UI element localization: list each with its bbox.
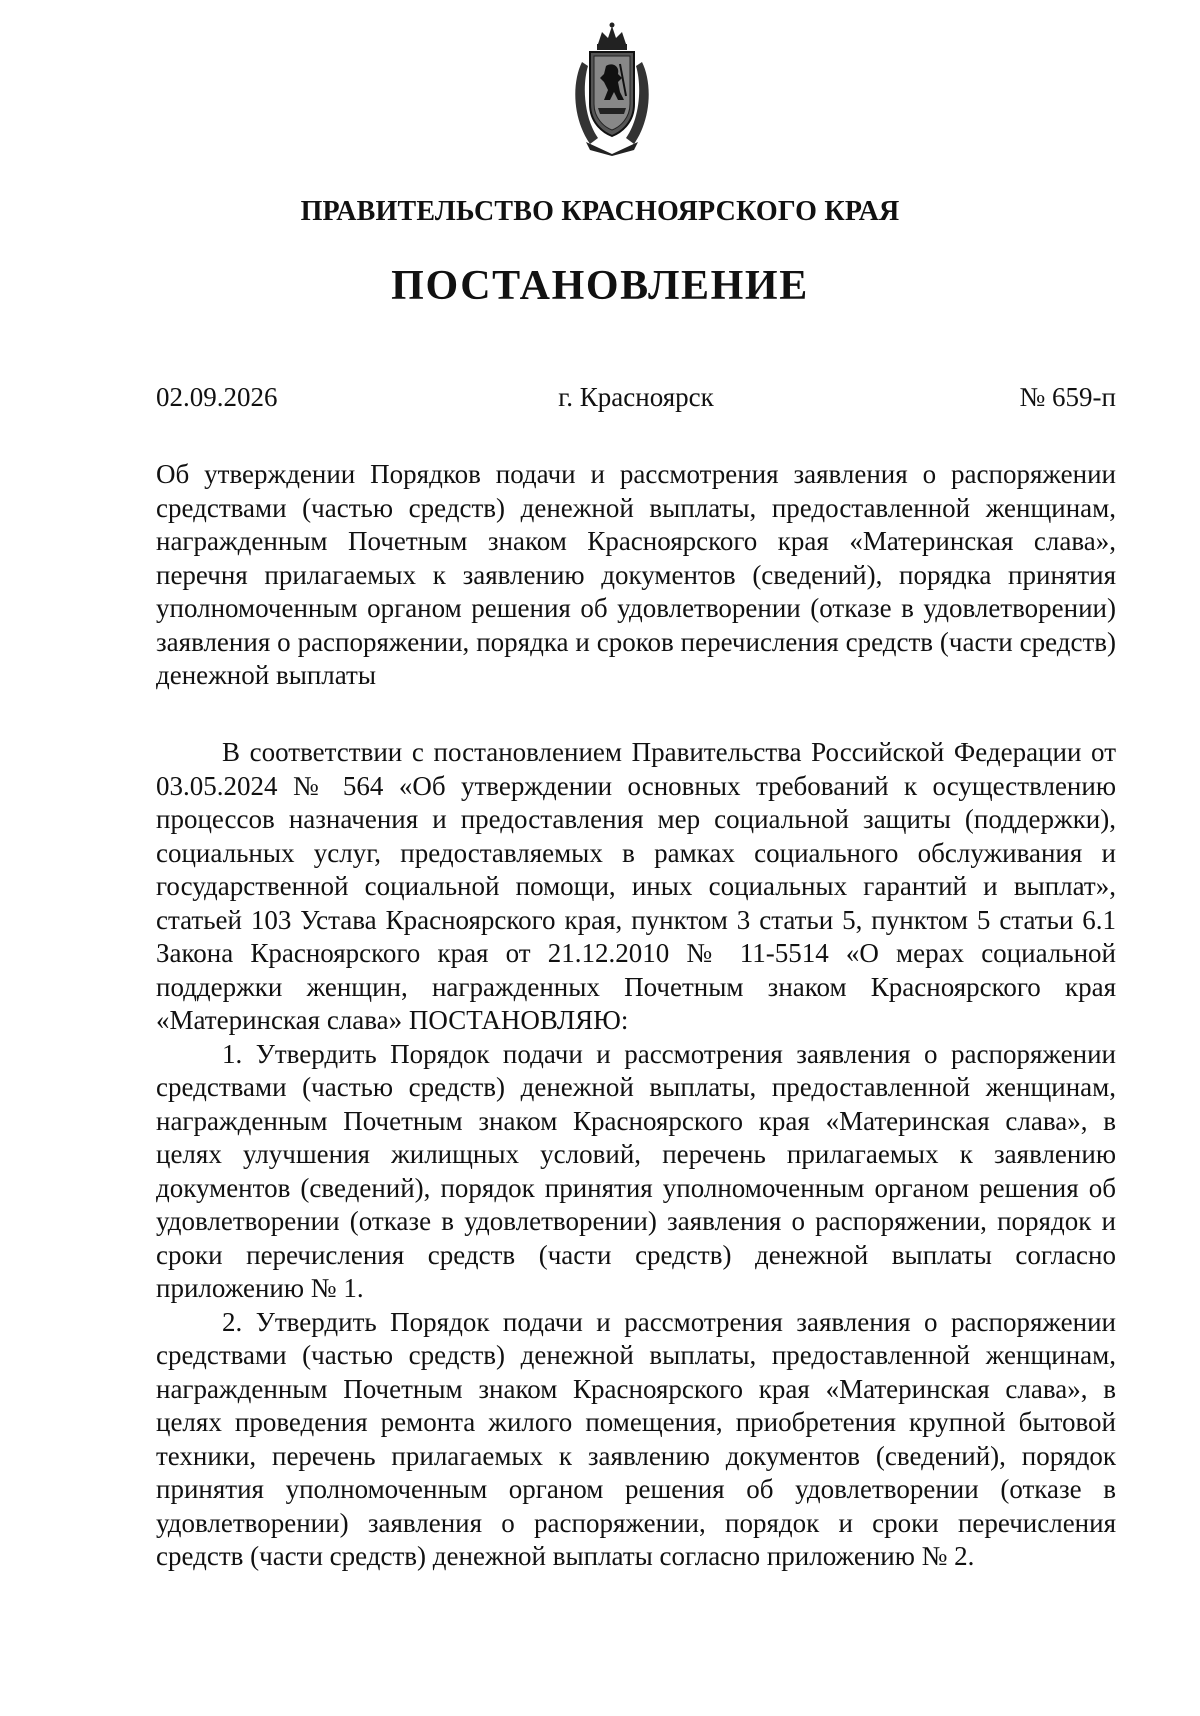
preamble-paragraph: В соответствии с постановлением Правительства Российской Федерации от 03.05.2024 № 564 «Об утверждении основных требований к осуществлению процессов назначения и предоставления мер социальной защиты (поддержки), социальных услуг, предоставляемых в рамках социального обслуживания и государственной социальной помощи, иных социальных гарантий и выплат», статьей 103 Устава Красноярского края, пунктом 3 статьи 5, пунктом 5 статьи 6.1 Закона Красноярского края от 21.12.2010 № 11-5514 «О мерах социальной поддержки женщин, награжденных Почетным знаком Красноярского края «Материнская слава» ПОСТАНОВЛЯЮ: (156, 737, 1116, 1035)
document-type-heading: ПОСТАНОВЛЕНИЕ (391, 263, 809, 309)
coat-of-arms-icon (568, 22, 656, 158)
document-number: № 659-п (1019, 382, 1116, 412)
document-date: 02.09.2026 (156, 382, 278, 412)
resolution-item-2: 2. Утвердить Порядок подачи и рассмотрения заявления о распоряжении средствами (частью средств) денежной выплаты, предоставленной женщинам, награжденным Почетным знаком Красноярского края «Материнская слава», в целях проведения ремонта жилого помещения, приобретения крупной бытовой техники, перечень прилагаемых к заявлению документов (сведений), порядок принятия уполномоченным органом решения об удовлетворении (отказе в удовлетворении) заявления о распоряжении, порядок и сроки перечисления средств (части средств) денежной выплаты согласно приложению № 2. (156, 1306, 1116, 1571)
document-city: г. Красноярск (558, 382, 714, 412)
document-subject: Об утверждении Порядков подачи и рассмотрения заявления о распоряжении средствами (частью средств) денежной выплаты, предоставленной женщинам, награжденным Почетным знаком Красноярского края «Материнская слава», перечня прилагаемых к заявлению документов (сведений), порядка принятия уполномоченным органом решения об удовлетворении (отказе в удовлетворении) заявления о распоряжении, порядка и сроков перечисления средств (части средств) денежной выплаты (156, 459, 1116, 690)
document-body (156, 736, 1116, 1574)
government-title: ПРАВИТЕЛЬСТВО КРАСНОЯРСКОГО КРАЯ (300, 196, 900, 227)
resolution-item-1: 1. Утвердить Порядок подачи и рассмотрения заявления о распоряжении средствами (частью средств) денежной выплаты, предоставленной женщинам, награжденным Почетным знаком Красноярского края «Материнская слава», в целях улучшения жилищных условий, перечень прилагаемых к заявлению документов (сведений), порядок принятия уполномоченным органом решения об удовлетворении (отказе в удовлетворении) заявления о распоряжении, порядок и сроки перечисления средств (части средств) денежной выплаты согласно приложению № 1. (156, 1038, 1116, 1303)
